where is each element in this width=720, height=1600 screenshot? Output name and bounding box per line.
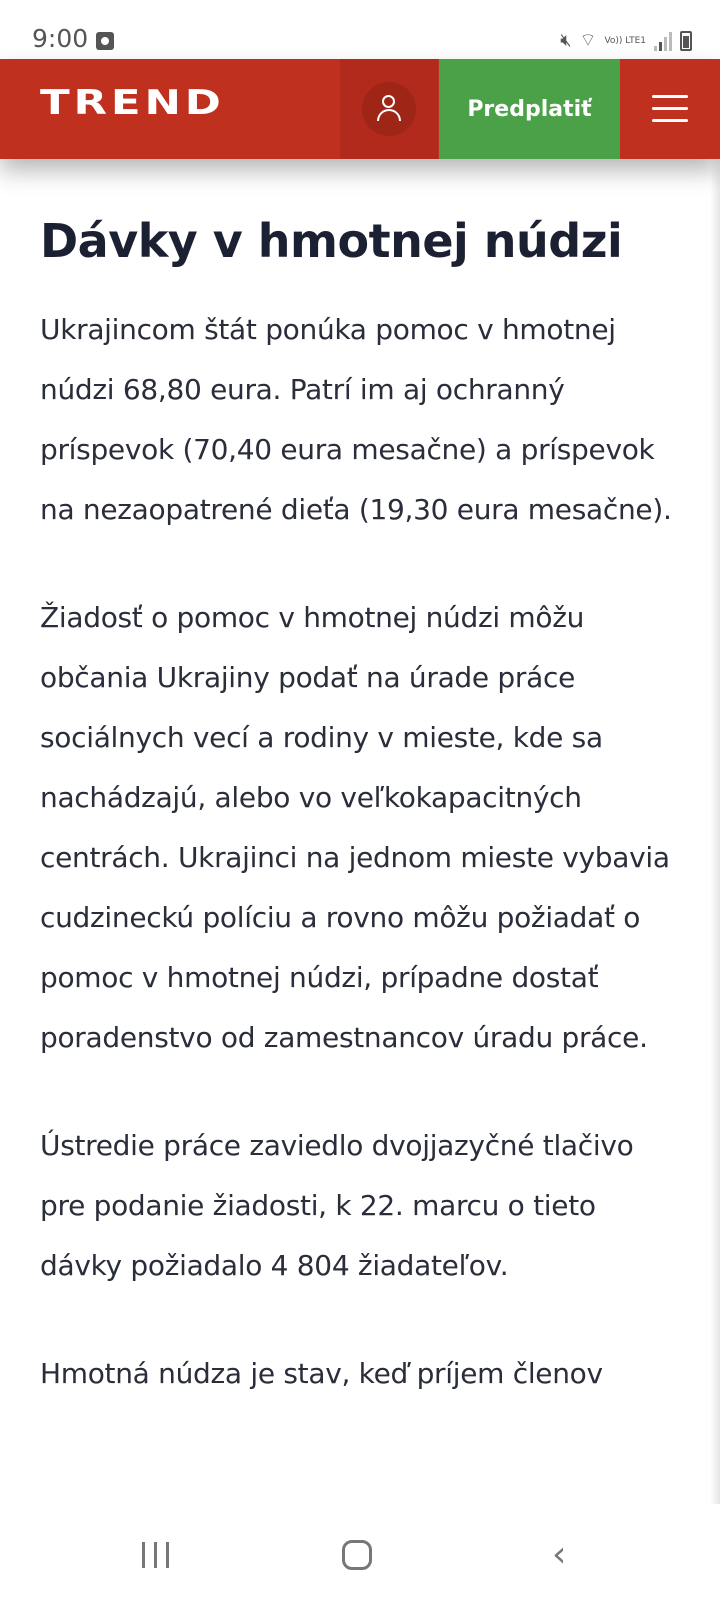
system-nav-bar [0, 1504, 720, 1600]
section-heading: Dávky v hmotnej núdzi [40, 214, 623, 268]
site-header [0, 59, 720, 159]
user-account-button[interactable] [362, 82, 416, 136]
status-time: 9:00 [32, 24, 89, 53]
back-icon[interactable]: ‹ [552, 1534, 567, 1575]
user-area [340, 59, 438, 159]
battery-icon [680, 31, 692, 51]
mute-icon: 🔇︎ [560, 30, 572, 51]
article-paragraph: Žiadosť o pomoc v hmotnej núdzi môžu občania Ukrajiny podať na úrade práce sociálnych vecí a rodiny v mieste, kde sa nachádzajú, alebo vo veľkokapacitných centrách. Ukrajinci na jednom mieste vybavia cudzineckú políciu a rovno môžu požiadať o pomoc v hmotnej núdzi, prípadne dostať poradenstvo od zamestnancov úradu práce. [40, 601, 670, 1054]
article-paragraph: Ústredie práce zaviedlo dvojjazyčné tlačivo pre podanie žiadosti, k 22. marcu o tieto dávky požiadalo 4 804 žiadateľov. [40, 1129, 634, 1282]
recent-apps-icon[interactable] [142, 1542, 172, 1568]
hamburger-menu-icon[interactable] [652, 95, 688, 123]
trend-logo[interactable]: TREND [40, 83, 225, 123]
home-icon[interactable] [342, 1540, 372, 1570]
article-paragraph: Hmotná núdza je stav, keď príjem členov [40, 1357, 603, 1390]
dnd-icon [96, 32, 114, 50]
article-body [40, 210, 680, 1404]
status-icons [560, 28, 692, 54]
subscribe-button[interactable]: Predplatiť [439, 59, 620, 159]
wifi-icon: ⌔ [579, 30, 597, 51]
status-bar [0, 0, 720, 58]
article-paragraph: Ukrajincom štát ponúka pomoc v hmotnej núdzi 68,80 eura. Patrí im aj ochranný príspevok (70,40 eura mesačne) a príspevok na nezaopatrené dieťa (19,30 eura mesačne). [40, 313, 672, 526]
scroll-edge-shadow [710, 159, 720, 1504]
signal-icon [654, 31, 672, 51]
network-label: Vo)) LTE1 [604, 35, 646, 46]
